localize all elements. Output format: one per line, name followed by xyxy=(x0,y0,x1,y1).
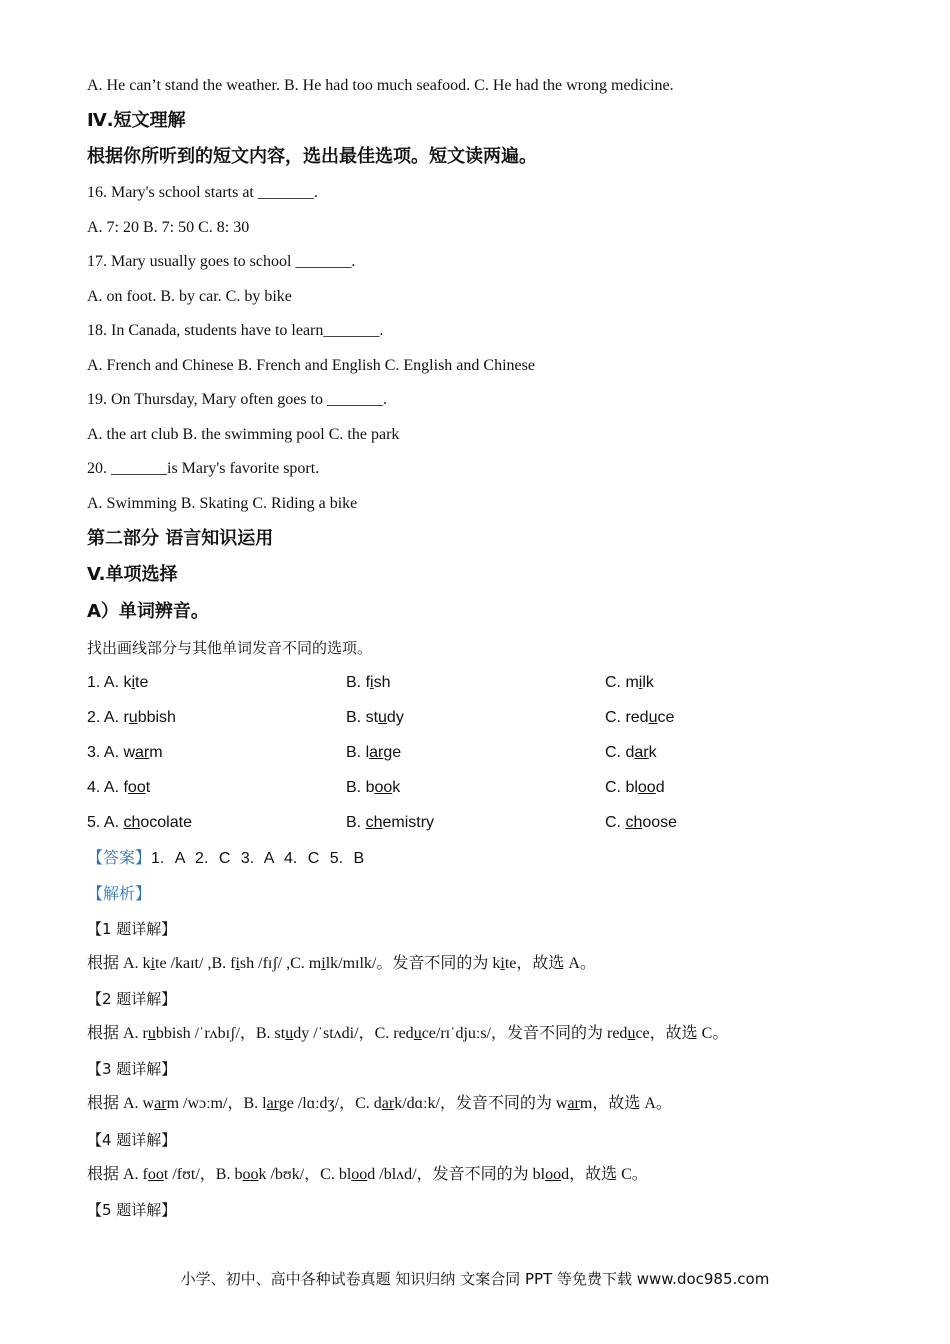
question-20: 20. _______is Mary's favorite sport. xyxy=(87,460,320,477)
question-18-options: A. French and Chinese B. French and English C. English and Chinese xyxy=(87,357,535,374)
option-b: B. fish xyxy=(346,674,391,691)
analysis-label: 【解析】 xyxy=(87,884,152,903)
option-a: 3. A. warm xyxy=(87,744,163,761)
detail-5-heading: 【5 题详解】 xyxy=(87,1201,177,1219)
page-footer: 小学、初中、高中各种试卷真题 知识归纳 文案合同 PPT 等免费下载 www.doc985.com xyxy=(180,1270,770,1288)
question-19: 19. On Thursday, Mary often goes to _______. xyxy=(87,391,387,408)
answer-line xyxy=(87,847,364,870)
option-a: 2. A. rubbish xyxy=(87,709,176,726)
option-c: C. milk xyxy=(605,674,654,691)
detail-1-heading: 【1 题详解】 xyxy=(87,920,177,938)
explanation-1: 根据 A. kite /kaɪt/ ,B. fish /fɪʃ/ ,C. milk/mɪlk/。发音不同的为 kite，故选 A。 xyxy=(87,955,596,972)
question-18: 18. In Canada, students have to learn_______. xyxy=(87,322,384,339)
question-17: 17. Mary usually goes to school _______. xyxy=(87,253,356,270)
answer-values: 1. A 2. C 3. A 4. C 5. B xyxy=(151,850,365,867)
option-c: C. dark xyxy=(605,744,657,761)
option-a: 1. A. kite xyxy=(87,674,149,691)
section-5-title: V.单项选择 xyxy=(87,564,178,585)
detail-3-heading: 【3 题详解】 xyxy=(87,1060,177,1078)
explanation-3: 根据 A. warm /wɔːm/，B. large /lɑːdʒ/，C. dark/dɑːk/，发音不同的为 warm，故选 A。 xyxy=(87,1095,672,1112)
question-17-options: A. on foot. B. by car. C. by bike xyxy=(87,288,292,305)
explanation-2: 根据 A. rubbish /ˈrʌbɪʃ/，B. study /ˈstʌdi/，C. reduce/rɪˈdjuːs/，发音不同的为 reduce，故选 C。 xyxy=(87,1025,729,1042)
option-c: C. blood xyxy=(605,779,665,796)
question-16: 16. Mary's school starts at _______. xyxy=(87,184,318,201)
section-4-instruction: 根据你所听到的短文内容，选出最佳选项。短文读两遍。 xyxy=(87,146,537,167)
option-a: 5. A. chocolate xyxy=(87,814,192,831)
option-b: B. book xyxy=(346,779,401,796)
part-2-title: 第二部分 语言知识运用 xyxy=(87,528,274,549)
question-19-options: A. the art club B. the swimming pool C. the park xyxy=(87,426,400,443)
option-a: 4. A. foot xyxy=(87,779,151,796)
detail-2-heading: 【2 题详解】 xyxy=(87,990,177,1008)
explanation-4: 根据 A. foot /fʊt/，B. book /bʊk/，C. blood /blʌd/，发音不同的为 blood，故选 C。 xyxy=(87,1166,648,1183)
option-c: C. reduce xyxy=(605,709,675,726)
option-b: B. large xyxy=(346,744,402,761)
option-b: B. study xyxy=(346,709,404,726)
q15-options: A. He can’t stand the weather. B. He had too much seafood. C. He had the wrong medicine. xyxy=(87,77,674,94)
question-20-options: A. Swimming B. Skating C. Riding a bike xyxy=(87,495,358,512)
section-4-title: Ⅳ.短文理解 xyxy=(87,110,186,131)
question-16-options: A. 7: 20 B. 7: 50 C. 8: 30 xyxy=(87,219,250,236)
section-a-title: A）单词辨音。 xyxy=(87,601,209,622)
option-b: B. chemistry xyxy=(346,814,435,831)
answer-label: 【答案】 xyxy=(87,848,152,867)
option-c: C. choose xyxy=(605,814,678,831)
detail-4-heading: 【4 题详解】 xyxy=(87,1131,177,1149)
section-a-instruction: 找出画线部分与其他单词发音不同的选项。 xyxy=(87,639,373,657)
